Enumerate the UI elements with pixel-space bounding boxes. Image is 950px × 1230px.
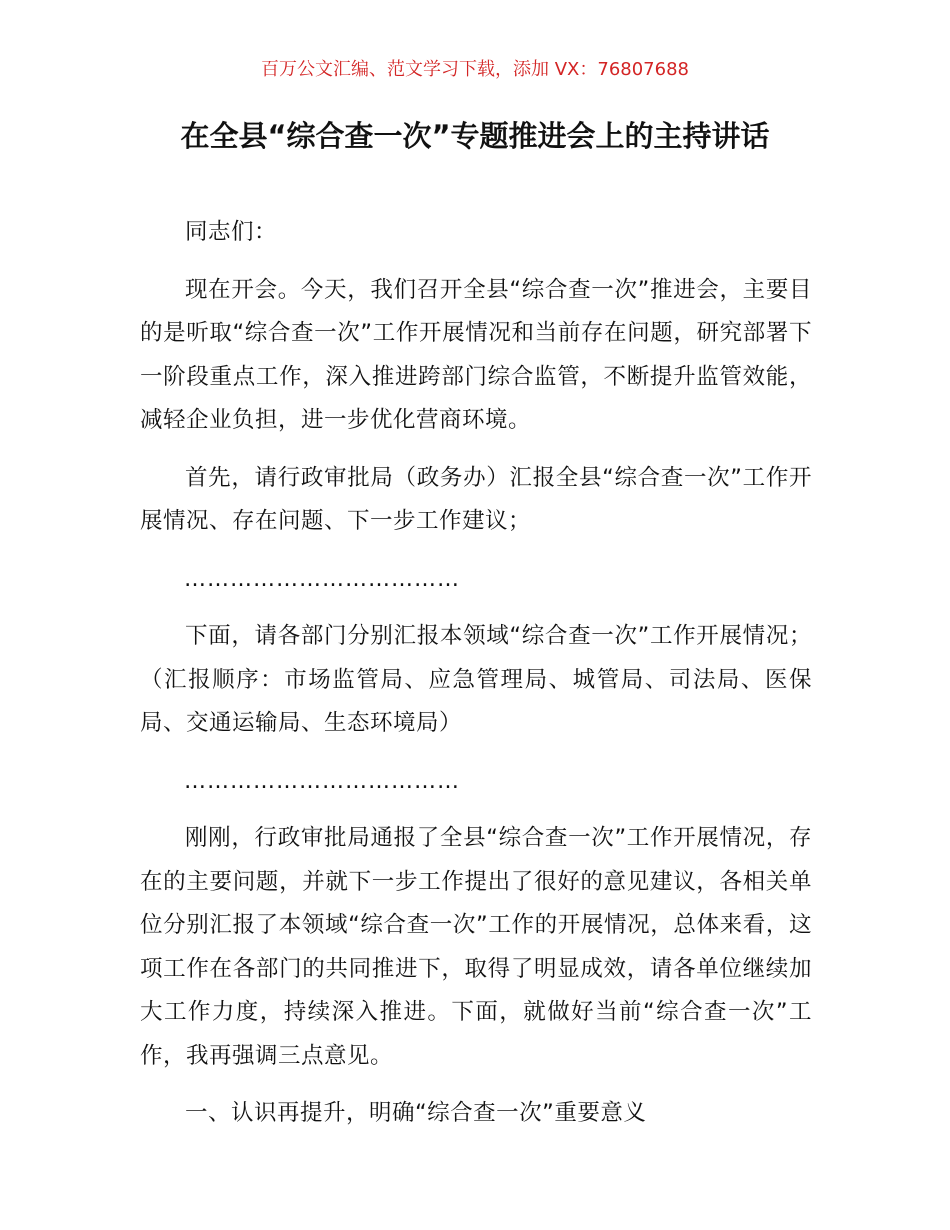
document-body [140,211,812,1150]
salutation: 同志们： [185,219,278,245]
paragraph-department-reports: 下面，请各部门分别汇报本领域“综合查一次”工作开展情况；（汇报顺序：市场监管局、应急管理局、城管局、司法局、医保局、交通运输局、生态环境局） [140,623,812,736]
document-title: 在全县“综合查一次”专题推进会上的主持讲话 [180,119,770,153]
ellipsis-divider: ……………………………… [184,768,460,794]
section-heading-one: 一、认识再提升，明确“综合查一次”重要意义 [185,1100,647,1126]
watermark-header: 百万公文汇编、范文学习下载，添加 VX：76807688 [261,59,689,80]
ellipsis-divider: ……………………………… [184,566,460,592]
paragraph-opening: 现在开会。今天，我们召开全县“综合查一次”推进会，主要目的是听取“综合查一次”工作开展情况和当前存在问题，研究部署下一阶段重点工作，深入推进跨部门综合监管，不断提升监管效能，减轻企业负担，进一步优化营商环境。 [140,276,812,433]
paragraph-first-report: 首先，请行政审批局（政务办）汇报全县“综合查一次”工作开展情况、存在问题、下一步工作建议； [140,464,812,534]
paragraph-summary: 刚刚，行政审批局通报了全县“综合查一次”工作开展情况，存在的主要问题，并就下一步工作提出了很好的意见建议，各相关单位分别汇报了本领域“综合查一次”工作的开展情况，总体来看，这项工作在各部门的共同推进下，取得了明显成效，请各单位继续加大工作力度，持续深入推进。下面，就做好当前“综合查一次”工作，我再强调三点意见。 [140,825,812,1069]
